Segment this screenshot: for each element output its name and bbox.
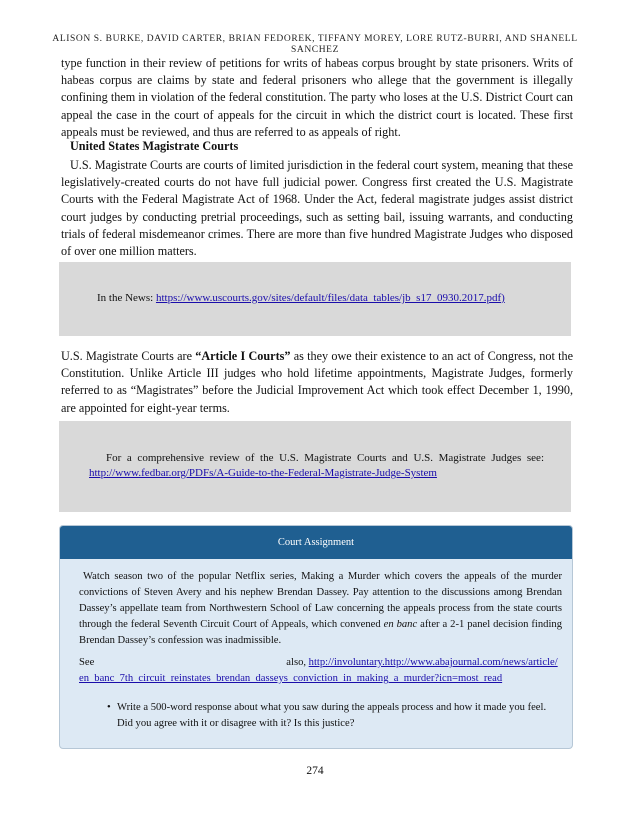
assignment-link[interactable]: http://involuntary.http://www.abajournal.com/news/article/en_banc_7th_circuit_reinstates_brendan_dasseys_conviction_in_making_a_murder?icn=most_read <box>79 657 558 684</box>
assignment-en-banc: en banc <box>383 619 418 630</box>
review-link[interactable]: http://www.fedbar.org/PDFs/A-Guide-to-the-Federal-Magistrate-Judge-System <box>89 467 437 479</box>
in-the-news-box <box>59 262 571 336</box>
section-heading: United States Magistrate Courts <box>70 139 239 153</box>
paragraph-magistrate-courts: U.S. Magistrate Courts are courts of limited jurisdiction in the federal court system, meaning that these legislatively-created courts do not have full judicial power. Congress first created the U.S. Magistrate Courts with the Federal Magistrate Act of 1968. Under the Act, federal magistrate judges assist district court judges by conducting pretrial proceedings, such as setting bail, issuing warrants, and conducting trials of federal misdemeanor crimes. There are more than five hundred Magistrate Judges who disposed of over one million matters. <box>61 158 573 259</box>
news-label: In the News: <box>97 292 154 304</box>
paragraph-article-one <box>61 348 573 417</box>
comprehensive-review-box <box>59 421 571 512</box>
review-text: For a comprehensive review of the U.S. Magistrate Courts and U.S. Magistrate Judges see: <box>106 452 544 464</box>
assignment-see-also <box>79 655 562 687</box>
article-one-text-start: U.S. Magistrate Courts are <box>61 349 196 363</box>
assignment-title: Court Assignment <box>60 526 572 559</box>
paragraph-habeas: type function in their review of petitions for writs of habeas corpus brought by state prisoners. Writs of habeas corpus are claims by state and federal prisoners who allege that the government is illegally confining them in violation of the federal constitution. The party who loses at the U.S. District Court can appeal the case in the court of appeals for the circuit in which the district court is located. These first appeals must be reviewed, and thus are referred to as appeals of right. <box>61 56 573 139</box>
article-one-text-end: as they owe their existence to an act of Congress, not the Constitution. Unlike Article III judges who hold lifetime appointments, Magistrate Judges, formerly referred to as “Magistrates” before the Judicial Improvement Act which took effect December 1, 1990, are appointed for eight-year terms. <box>61 349 573 415</box>
assignment-text-start: Watch season two of the popular Netflix series, Making a Murder which covers the appeals of the murder convictions of Steven Avery and his nephew Brendan Dassey. Pay attention to the discussions among Brendan Dassey’s appellate team from Northwestern School of Law concerning the appeals process from the state courts through the federal Seventh Circuit Court of Appeals, which convened <box>79 571 562 630</box>
page-number: 274 <box>306 765 324 777</box>
assignment-text-end: after a 2-1 panel decision finding Brendan Dassey’s confession was inadmissible. <box>79 619 562 646</box>
see-label: See <box>79 657 95 668</box>
news-link[interactable]: https://www.uscourts.gov/sites/default/files/data_tables/jb_s17_0930.2017.pdf) <box>155 292 505 304</box>
assignment-paragraph <box>79 569 562 649</box>
running-header: ALISON S. BURKE, DAVID CARTER, BRIAN FEDOREK, TIFFANY MOREY, LORE RUTZ-BURRI, AND SHANELL SANCHEZ <box>52 34 578 55</box>
bullet-icon: • <box>107 702 111 713</box>
assignment-bullet-text: Write a 500-word response about what you saw during the appeals process and how it made you feel. Did you agree with it or disagree with it? Is this justice? <box>117 702 547 729</box>
also-label: also, <box>286 657 307 668</box>
assignment-bullet-item <box>79 700 562 732</box>
court-assignment-box <box>59 525 573 749</box>
article-one-term: “Article I Courts” <box>195 349 291 363</box>
